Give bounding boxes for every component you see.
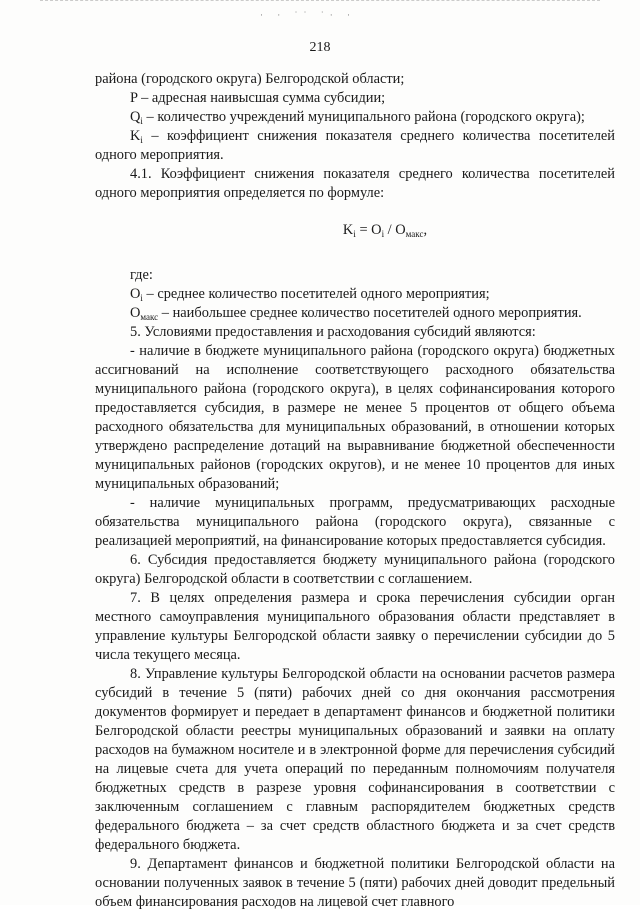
paragraph: 9. Департамент финансов и бюджетной политики Белгородской области на основании полученных заявок в течение 5 (пяти) рабочих дней доводит предельный объем финансирования расходов на лицевой счет главного [95, 856, 615, 910]
symbol: Q [130, 109, 141, 125]
page-number: 218 [309, 40, 331, 55]
subscript: i [140, 116, 143, 126]
paragraph: 6. Субсидия предоставляется бюджету муниципального района (городского округа) Белгородской области в соответствии с соглашением. [95, 552, 615, 587]
subscript: макс [140, 312, 159, 322]
definition-text: – количество учреждений муниципального района (городского округа); [142, 109, 585, 125]
formula: $K_i = O_i / O_{макс}$, [342, 222, 428, 239]
definition-q [95, 108, 615, 127]
paragraph: - наличие в бюджете муниципального района (городского округа) бюджетных ассигнований на исполнение соответствующего расходного обязательства муниципального района (городского округа), в целях софинансирования которого предоставляется субсидия, в размере не менее 5 процентов от общего объема расходного обязательства для муниципальных образований, в отношении которых утверждено распределение дотаций на выравнивание бюджетной обеспеченности муниципальных районов (городских округов), и не менее 10 процентов для иных муниципальных образований; [95, 343, 615, 492]
document-body [95, 70, 615, 912]
definition-o [95, 285, 615, 304]
symbol: O [130, 305, 141, 321]
definition-text: – наибольшее среднее количество посетителей одного мероприятия. [158, 305, 582, 321]
symbol: K [130, 128, 141, 144]
paragraph: 5. Условиями предоставления и расходования субсидий являются: [130, 324, 536, 340]
paragraph: где: [130, 267, 153, 283]
paragraph: 4.1. Коэффициент снижения показателя среднего количества посетителей одного мероприятия определяется по формуле: [95, 166, 615, 201]
scan-edge-line [40, 0, 600, 3]
symbol: O [130, 286, 141, 302]
definition-k [95, 127, 615, 165]
paragraph: района (городского округа) Белгородской области; [95, 71, 405, 87]
definition-text: – коэффициент снижения показателя среднего количества посетителей одного мероприятия. [95, 128, 615, 163]
paragraph: - наличие муниципальных программ, предусматривающих расходные обязательства муниципального района (городского округа), связанные с реализацией мероприятий, на финансирование которых предоставляется субсидия. [95, 495, 615, 549]
paragraph: 8. Управление культуры Белгородской области на основании расчетов размера субсидий в течение 5 (пяти) рабочих дней со дня окончания рассмотрения документов формирует и передает в департамент финансов и бюджетной политики Белгородской области реестры муниципальных образований и заявки на оплату расходов на бумажном носителе и в электронной форме для перечисления субсидий на лицевые счета для учета операций по переданным полномочиям получателя бюджетных средств в разрезе уровня софинансирования в соответствии с заключенным соглашением с главным распорядителем бюджетных средств федерального бюджета – за счет средств областного бюджета и за счет средств федерального бюджета. [95, 666, 615, 853]
paragraph: 7. В целях определения размера и срока перечисления субсидии орган местного самоуправления муниципального образования области представляет в управление культуры Белгородской области заявку о перечислении субсидии до 5 числа текущего месяца. [95, 590, 615, 663]
definition-text: – среднее количество посетителей одного мероприятия; [142, 286, 490, 302]
definition-omax [95, 304, 615, 323]
subscript: i [140, 135, 143, 145]
paragraph: P – адресная наивысшая сумма субсидии; [130, 90, 386, 106]
scan-specks: · · ˙˙ ˙· · [260, 10, 356, 20]
subscript: i [140, 293, 143, 303]
